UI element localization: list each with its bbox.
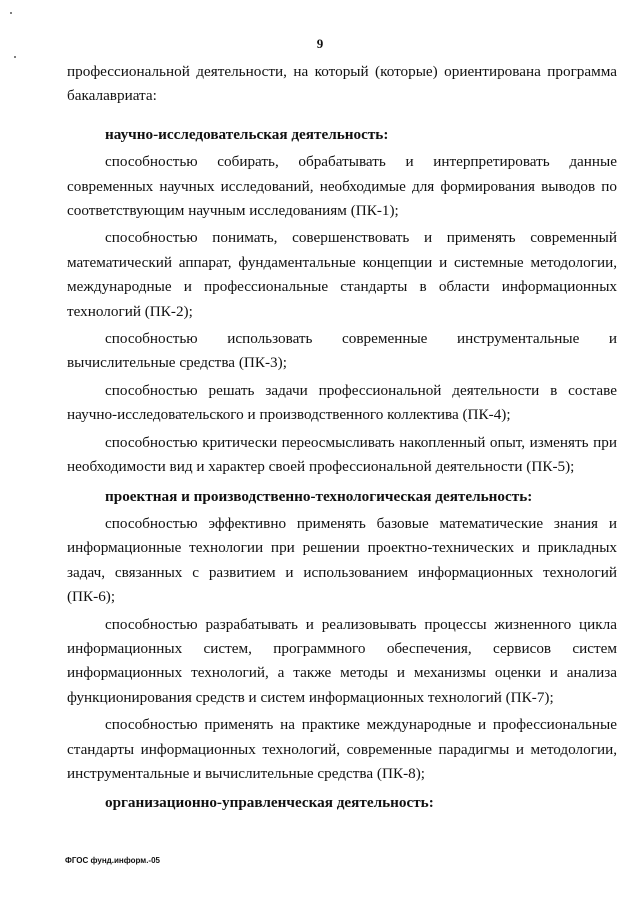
page-number: 9: [316, 36, 324, 51]
section-heading: проектная и производственно-технологическая деятельность:: [105, 487, 533, 505]
paragraph: профессиональной деятельности, на который (которые) ориентирована программа бакалавриата:: [67, 63, 617, 105]
document-body: [67, 60, 617, 816]
paragraph: способностью разрабатывать и реализовывать процессы жизненного цикла информационных систем, программного обеспечения, сервисов систем информационных технологий, а также методы и механизмы оценки и анализа функционирования средств и систем информационных технологий (ПК-7);: [67, 615, 617, 706]
section-heading: организационно-управленческая деятельность:: [105, 794, 434, 812]
section-heading: научно-исследовательская деятельность:: [105, 125, 389, 143]
paragraph: способностью собирать, обрабатывать и интерпретировать данные современных научных исследований, необходимые для формирования выводов по соответствующим научным исследованиям (ПК-1);: [67, 153, 617, 220]
footer-code: ФГОС фунд.информ.-05: [65, 856, 160, 865]
paragraph: способностью решать задачи профессиональной деятельности в составе научно-исследовательского и производственного коллектива (ПК-4);: [67, 381, 617, 424]
scan-speck: [10, 12, 12, 14]
paragraph: способностью эффективно применять базовые математические знания и информационные технологии при решении проектно-технических и прикладных задач, связанных с развитием и использованием информационных технологий (ПК-6);: [67, 514, 617, 606]
paragraph: способностью понимать, совершенствовать и применять современный математический аппарат, фундаментальные концепции и системные методологии, международные и профессиональные стандарты в области информационных технологий (ПК-2);: [67, 229, 617, 320]
paragraph: способностью применять на практике международные и профессиональные стандарты информационных технологий, современные парадигмы и методологии, инструментальные и вычислительные средства (ПК-8);: [67, 716, 617, 782]
paragraph: способностью использовать современные инструментальные и вычислительные средства (ПК-3);: [67, 330, 617, 372]
paragraph: способностью критически переосмысливать накопленный опыт, изменять при необходимости вид и характер своей профессиональной деятельности (ПК-5);: [67, 433, 617, 476]
scan-speck: [14, 56, 16, 58]
